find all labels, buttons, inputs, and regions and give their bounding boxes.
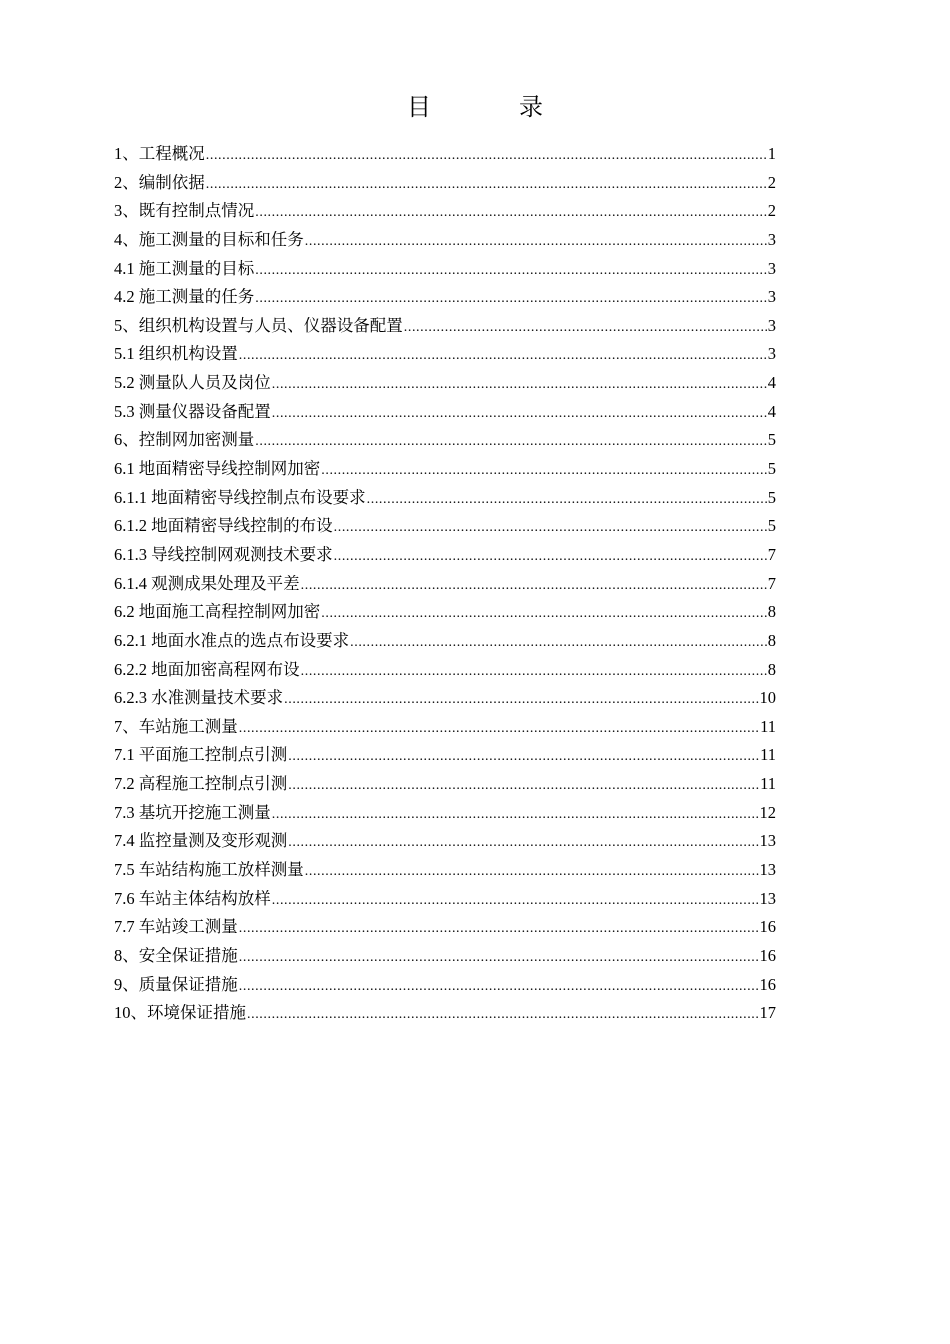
- toc-entry-label: 7.1 平面施工控制点引测: [114, 745, 288, 765]
- toc-entry-label: 7.3 基坑开挖施工测量: [114, 802, 271, 822]
- dot-leader: [288, 741, 759, 772]
- toc-entry[interactable]: [114, 656, 776, 685]
- toc-entry-page-number: 11: [760, 774, 776, 794]
- toc-entry[interactable]: [114, 484, 776, 513]
- dot-leader: [367, 484, 767, 515]
- toc-entry-label: 5.3 测量仪器设备配置: [114, 401, 271, 421]
- dot-leader: [255, 197, 767, 228]
- dot-leader: [305, 856, 759, 887]
- toc-entry-label: 7、车站施工测量: [114, 716, 238, 736]
- toc-entry-page-number: 3: [767, 344, 776, 364]
- toc-entry-page-number: 8: [767, 630, 776, 650]
- dot-leader: [301, 656, 767, 687]
- toc-entry-page-number: 5: [767, 430, 776, 450]
- toc-entry-label: 2、编制依据: [114, 172, 205, 192]
- dot-leader: [404, 312, 767, 343]
- dot-leader: [272, 398, 767, 429]
- toc-entry-label: 6.2.2 地面加密高程网布设: [114, 659, 300, 679]
- toc-entry-page-number: 13: [759, 831, 776, 851]
- toc-entry-page-number: 17: [759, 1003, 776, 1023]
- toc-entry-label: 5.2 测量队人员及岗位: [114, 373, 271, 393]
- toc-entry[interactable]: [114, 226, 776, 255]
- dot-leader: [321, 455, 767, 486]
- toc-entry-page-number: 4: [767, 401, 776, 421]
- toc-entry-label: 6.2.1 地面水准点的选点布设要求: [114, 630, 350, 650]
- toc-entry-label: 6.1.1 地面精密导线控制点布设要求: [114, 487, 366, 507]
- toc-entry[interactable]: [114, 541, 776, 570]
- toc-entry-page-number: 3: [767, 287, 776, 307]
- toc-entry[interactable]: [114, 197, 776, 226]
- toc-entry-page-number: 16: [759, 917, 776, 937]
- toc-entry-page-number: 13: [759, 888, 776, 908]
- toc-entry-label: 4.1 施工测量的目标: [114, 258, 255, 278]
- dot-leader: [288, 827, 758, 858]
- toc-entry[interactable]: [114, 684, 776, 713]
- toc-entry-label: 7.6 车站主体结构放样: [114, 888, 271, 908]
- toc-entry-page-number: 12: [759, 802, 776, 822]
- page-title: 目 录: [407, 95, 575, 121]
- toc-entry[interactable]: [114, 570, 776, 599]
- toc-entry-page-number: 2: [767, 201, 776, 221]
- toc-entry[interactable]: [114, 369, 776, 398]
- toc-entry-label: 4.2 施工测量的任务: [114, 287, 255, 307]
- dot-leader: [247, 999, 759, 1030]
- toc-entry-label: 6.1.2 地面精密导线控制的布设: [114, 516, 333, 536]
- dot-leader: [255, 426, 767, 457]
- dot-leader: [255, 283, 767, 314]
- dot-leader: [321, 598, 767, 629]
- toc-entry[interactable]: [114, 741, 776, 770]
- toc-entry[interactable]: [114, 913, 776, 942]
- toc-entry-page-number: 11: [760, 716, 776, 736]
- toc-entry-page-number: 11: [760, 745, 776, 765]
- toc-entry-page-number: 4: [767, 373, 776, 393]
- toc-entry[interactable]: [114, 598, 776, 627]
- toc-entry-label: 7.5 车站结构施工放样测量: [114, 860, 304, 880]
- toc-entry[interactable]: [114, 169, 776, 198]
- toc-entry[interactable]: [114, 799, 776, 828]
- toc-entry-label: 6、控制网加密测量: [114, 430, 255, 450]
- toc-entry-label: 6.2.3 水准测量技术要求: [114, 688, 284, 708]
- toc-entry-label: 5、组织机构设置与人员、仪器设备配置: [114, 315, 403, 335]
- dot-leader: [239, 713, 759, 744]
- dot-leader: [301, 570, 767, 601]
- toc-entry[interactable]: [114, 340, 776, 369]
- toc-entry-page-number: 7: [767, 544, 776, 564]
- toc-entry-label: 8、安全保证措施: [114, 945, 238, 965]
- toc-entry-label: 7.2 高程施工控制点引测: [114, 774, 288, 794]
- toc-entry-page-number: 13: [759, 860, 776, 880]
- toc-entry-page-number: 5: [767, 487, 776, 507]
- toc-entry-label: 4、施工测量的目标和任务: [114, 229, 304, 249]
- toc-entry-label: 7.7 车站竣工测量: [114, 917, 238, 937]
- toc-entry[interactable]: [114, 942, 776, 971]
- toc-entry-page-number: 8: [767, 602, 776, 622]
- dot-leader: [288, 770, 759, 801]
- toc-entry-page-number: 5: [767, 459, 776, 479]
- dot-leader: [272, 369, 767, 400]
- toc-entry[interactable]: [114, 627, 776, 656]
- table-of-contents: [114, 140, 776, 1028]
- toc-entry-page-number: 3: [767, 315, 776, 335]
- toc-entry-page-number: 2: [767, 172, 776, 192]
- dot-leader: [255, 255, 767, 286]
- toc-entry-label: 6.1.3 导线控制网观测技术要求: [114, 544, 333, 564]
- toc-entry-label: 9、质量保证措施: [114, 974, 238, 994]
- toc-entry-page-number: 10: [759, 688, 776, 708]
- toc-entry[interactable]: [114, 999, 776, 1028]
- toc-entry[interactable]: [114, 713, 776, 742]
- toc-entry[interactable]: [114, 398, 776, 427]
- dot-leader: [206, 169, 767, 200]
- toc-entry-label: 5.1 组织机构设置: [114, 344, 238, 364]
- toc-entry-page-number: 3: [767, 258, 776, 278]
- toc-entry[interactable]: [114, 312, 776, 341]
- toc-entry-label: 6.1.4 观测成果处理及平差: [114, 573, 300, 593]
- toc-entry-page-number: 1: [767, 144, 776, 163]
- toc-entry[interactable]: [114, 770, 776, 799]
- dot-leader: [206, 140, 767, 171]
- toc-entry-page-number: 8: [767, 659, 776, 679]
- toc-entry-label: 6.1 地面精密导线控制网加密: [114, 459, 321, 479]
- dot-leader: [239, 340, 767, 371]
- toc-entry[interactable]: [114, 426, 776, 455]
- dot-leader: [334, 541, 767, 572]
- toc-entry-page-number: 5: [767, 516, 776, 536]
- toc-entry-label: 10、环境保证措施: [114, 1003, 246, 1023]
- toc-entry[interactable]: [114, 283, 776, 312]
- toc-entry-page-number: 7: [767, 573, 776, 593]
- dot-leader: [350, 627, 767, 658]
- toc-entry-label: 1、工程概况: [114, 144, 205, 163]
- toc-entry[interactable]: [114, 827, 776, 856]
- dot-leader: [239, 913, 759, 944]
- dot-leader: [239, 942, 759, 973]
- toc-entry-label: 6.2 地面施工高程控制网加密: [114, 602, 321, 622]
- toc-entry[interactable]: [114, 455, 776, 484]
- dot-leader: [305, 226, 767, 257]
- toc-entry[interactable]: [114, 140, 776, 169]
- toc-entry[interactable]: [114, 885, 776, 914]
- toc-entry-page-number: 16: [759, 945, 776, 965]
- toc-entry-label: 3、既有控制点情况: [114, 201, 255, 221]
- toc-entry[interactable]: [114, 856, 776, 885]
- dot-leader: [272, 799, 759, 830]
- dot-leader: [272, 885, 759, 916]
- toc-entry-label: 7.4 监控量测及变形观测: [114, 831, 288, 851]
- toc-entry[interactable]: [114, 255, 776, 284]
- toc-entry[interactable]: [114, 512, 776, 541]
- dot-leader: [239, 971, 759, 1002]
- toc-entry[interactable]: [114, 971, 776, 1000]
- toc-entry-page-number: 3: [767, 229, 776, 249]
- dot-leader: [334, 512, 767, 543]
- dot-leader: [284, 684, 758, 715]
- toc-entry-page-number: 16: [759, 974, 776, 994]
